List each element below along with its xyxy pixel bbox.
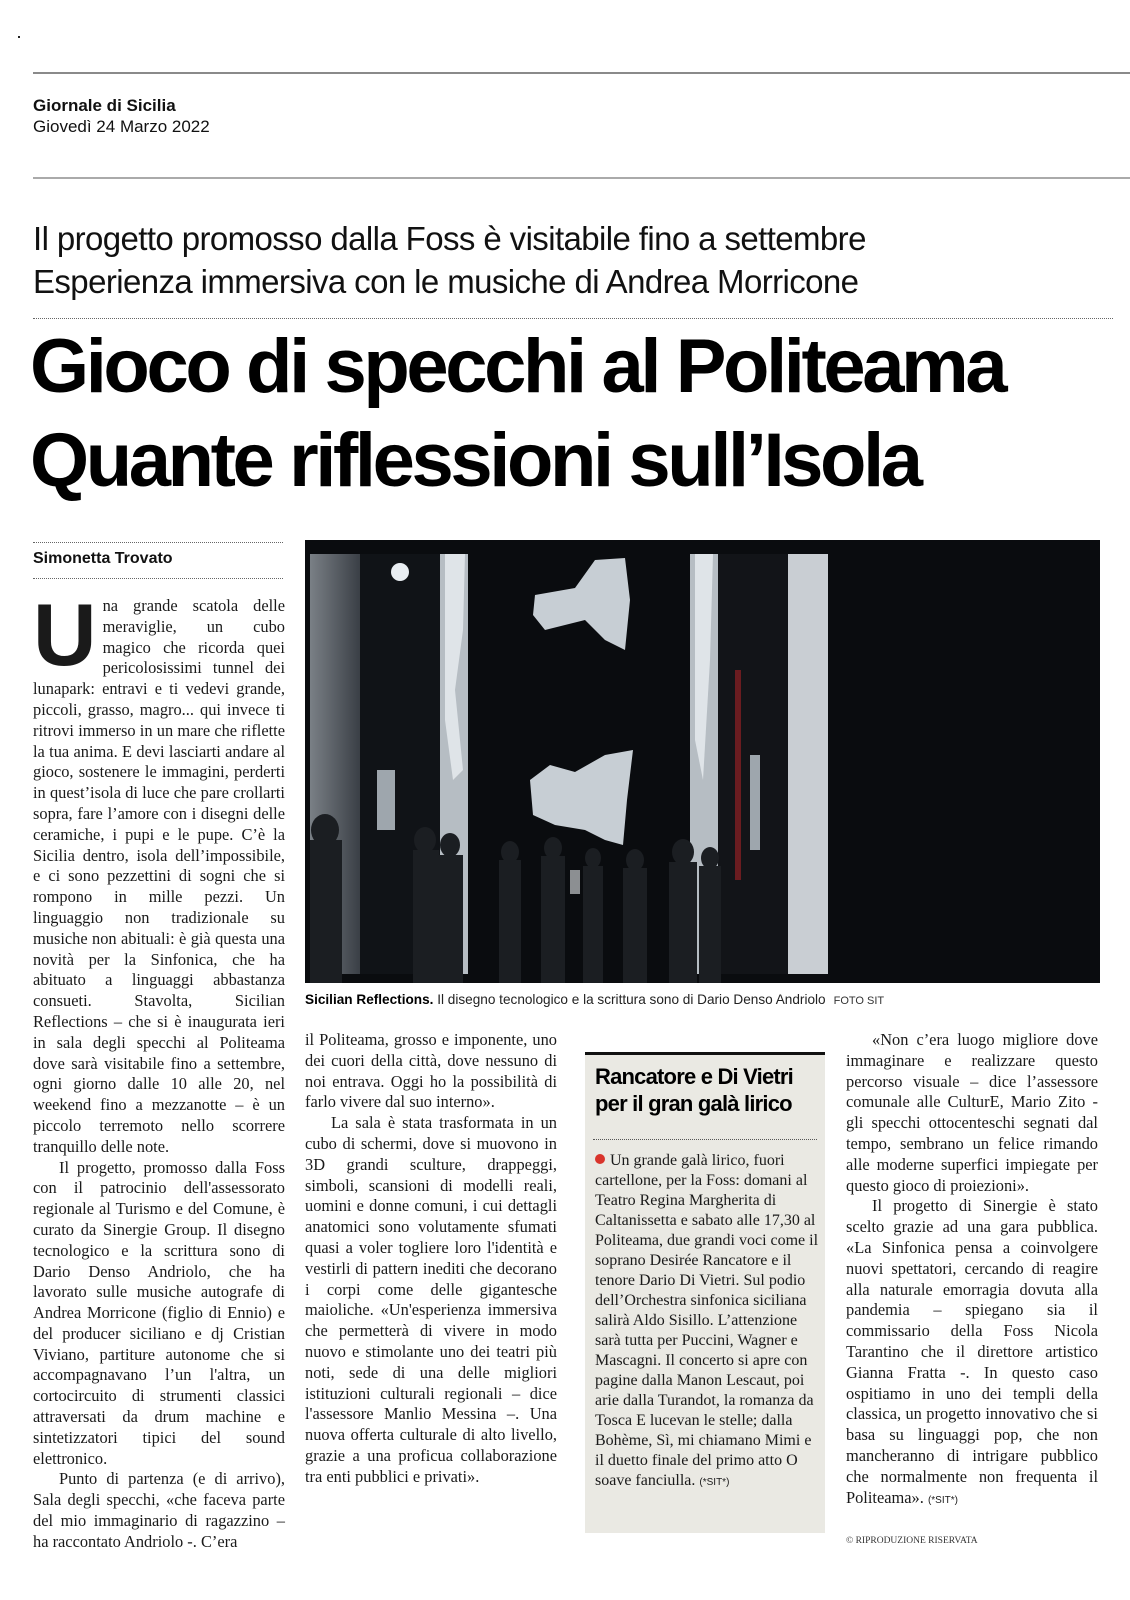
article-paragraph: Una grande scatola delle meraviglie, un cubo magico che ricorda quei pericolosissimi tunnel dei lunapark: entravi e ti vedevi grande, piccoli, grasso, magro... qui invece ti ritrovi immerso in un mare che riflette la tua anima. E devi lasciarti andare al gioco, sostenere le immagini, perderti in quest’isola di luce che pare crollarti sopra, fare l’amore con i disegni delle ceramiche, i pupi e le pupe. C’è la Sicilia dentro, isola dell’impossibile, e ci sono pezzettini di sogni che si rompono in mille pezzi. Un linguaggio non tradizionale su musiche non abituali: è già questa una novità per la Sinfonica, che ha abituato a linguaggi abbastanza consueti. Stavolta, Sicilian Reflections – che si è inaugurata ieri in sala degli specchi al Politeama dove sarà visitabile fino a settembre, ogni giorno dalle 10 alle 20, nel weekend fino a mezzanotte – è un piccolo terremoto nello scorrere tranquillo delle note. xyxy=(33,585,285,1156)
article-paragraph: Punto di partenza (e di arrivo), Sala degli specchi, «che faceva parte del mio immaginario di ragazzino – ha raccontato Andriolo -. C’era xyxy=(33,1469,285,1551)
dropcap: U xyxy=(33,585,97,684)
red-bullet-icon xyxy=(595,1154,605,1164)
byline-bottom-separator xyxy=(33,578,283,579)
caption-text: Il disegno tecnologico e la scrittura sono di Dario Denso Andriolo xyxy=(433,992,826,1007)
article-paragraph: Il progetto, promosso dalla Foss con il patrocinio dell'assessorato regionale al Turismo e del Comune, è curato da Sinergie Group. Il disegno tecnologico e la scrittura sono di Dario Denso Andriolo, che ha lavorato sulle musiche autografe di Andrea Morricone (figlio di Ennio) e del producer siciliano e dj Cristian Viviano, partiture autonome che si accompagnavano l’un l'altra, un cortocircuito di strumenti classici attraversati da drum machine e sintetizzatori tipici del sound elettronico. xyxy=(33,1157,285,1468)
sidebar-signature: (*SIT*) xyxy=(699,1477,730,1488)
kicker-line-2: Esperienza immersiva con le musiche di Andrea Morricone xyxy=(33,263,859,300)
issue-date: Giovedì 24 Marzo 2022 xyxy=(33,117,210,136)
photo-caption xyxy=(305,992,884,1007)
sidebar-body: Un grande galà lirico, fuori cartellone, per la Foss: domani al Teatro Regina Margherita di Caltanissetta e sabato alle 17,30 al Politeama, due grandi voci come il soprano Desirée Rancatore e il tenore Dario Di Vietri. Sul podio dell’Orchestra sinfonica siciliana salirà Aldo Sisillo. L’attenzione sarà tutta per Puccini, Wagner e Mascagni. Il concerto si apre con pagine dalla Manon Lescaut, poi arie dalla Turandot, la romanza da Tosca E lucevan le stelle; dalla Bohème, Sì, mi chiamano Mimi e il duetto finale del primo atto O soave fanciulla. xyxy=(595,1152,819,1489)
sidebar-separator xyxy=(593,1139,817,1140)
sidebar-title xyxy=(595,1063,821,1117)
stray-dot xyxy=(18,36,20,38)
sidebar-text xyxy=(595,1151,823,1493)
sidebar-box xyxy=(585,1052,825,1533)
masthead-rule xyxy=(33,177,1130,179)
copyright-notice: © RIPRODUZIONE RISERVATA xyxy=(846,1536,978,1546)
sidebar-title-line-1: Rancatore e Di Vietri xyxy=(595,1064,793,1089)
byline-top-separator xyxy=(33,542,283,543)
byline: Simonetta Trovato xyxy=(33,550,173,567)
headline-line-1: Gioco di specchi al Politeama xyxy=(30,324,1005,409)
kicker-line-1: Il progetto promosso dalla Foss è visitabile fino a settembre xyxy=(33,220,866,257)
caption-title: Sicilian Reflections. xyxy=(305,992,434,1007)
kicker-separator xyxy=(33,318,1113,319)
top-rule xyxy=(33,72,1130,74)
sidebar-title-line-2: per il gran galà lirico xyxy=(595,1091,792,1116)
headline xyxy=(30,320,1120,508)
article-signature: (*SIT*) xyxy=(927,1494,958,1506)
article-paragraph: il Politeama, grosso e imponente, uno dei cuori della città, dove nessuno di noi entrava. Oggi ho la possibilità di farlo vivere dal suo interno». xyxy=(305,1030,557,1112)
article-paragraph: Il progetto di Sinergie è stato scelto grazie ad una gara pubblica. «La Sinfonica pensa a coinvolgere nuovi spettatori, cercando di reagire alla naturale emorragia dovuta alla pandemia – spiegano sia il commissario della Foss Nicola Tarantino che il direttore artistico Gianna Fratta -. In questo caso ospitiamo in uno dei templi della classica, un progetto innovativo che si basa su linguaggi pop, che non mancheranno di intrigare pubblico che normalmente non frequenta il Politeama». (*SIT*) xyxy=(846,1196,1098,1507)
masthead xyxy=(33,96,210,138)
article-column-2 xyxy=(305,1030,557,1560)
article-paragraph: «Non c’era luogo migliore dove immaginare e realizzare questo percorso visuale – dice l’assessore comunale alle CulturE, Mario Zito - gli specchi ottocenteschi segnati dal tempo, sembrano un felice rimando alle moderne superfici impiegate per questo gioco di proiezioni». xyxy=(846,1030,1098,1195)
article-column-4 xyxy=(846,1030,1098,1530)
article-column-1 xyxy=(33,585,285,1556)
installation-photo-illustration xyxy=(305,540,1100,983)
article-paragraph: La sala è stata trasformata in un cubo di schermi, dove si muovono in 3D grandi sculture, drappeggi, simboli, scansioni di modelli reali, uomini e donne comuni, i cui dettagli anatomici sono volutamente sfumati quasi a voler togliere loro l'identità e vestirli di pattern inediti che decorano i corpi come delle gigantesche maioliche. «Un'esperienza immersiva che permetterà di vivere in modo nuovo e stimolante uno dei teatri più noti, sede di una delle migliori istituzioni culturali regionali – dice l'assessore Manlio Messina –. Una nuova offerta culturale di alto livello, grazie a una proficua collaborazione tra enti pubblici e privati». xyxy=(305,1113,557,1486)
headline-line-2: Quante riflessioni sull’Isola xyxy=(30,418,920,503)
newspaper-name: Giornale di Sicilia xyxy=(33,96,176,115)
photo-credit: FOTO SIT xyxy=(833,995,885,1007)
article-photo xyxy=(305,540,1100,983)
kicker xyxy=(33,217,1113,303)
